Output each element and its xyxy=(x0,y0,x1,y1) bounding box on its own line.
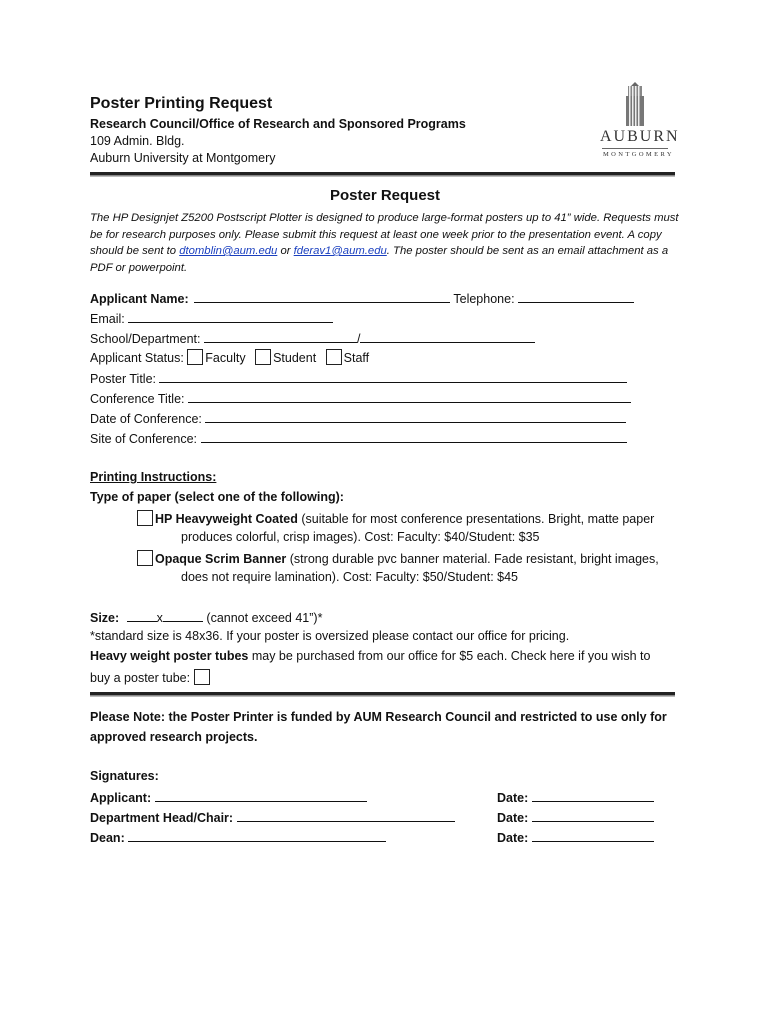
applicant-date-label: Date: xyxy=(497,791,529,805)
poster-title-row xyxy=(90,370,627,386)
size-label: Size: xyxy=(90,611,120,625)
heavyweight-desc-2: produces colorful, crisp images). Cost: Faculty: $40/Student: $35 xyxy=(181,530,540,544)
conference-date-row xyxy=(90,410,626,426)
school-slash: / xyxy=(356,332,361,346)
office-name: Research Council/Office of Research and Sponsored Programs xyxy=(90,117,466,131)
tubes-row xyxy=(90,649,650,663)
poster-title-label: Poster Title: xyxy=(90,372,156,386)
size-height-field[interactable] xyxy=(163,609,203,622)
paper-option-1 xyxy=(137,510,654,526)
status-row xyxy=(90,349,369,365)
email-link-dtomblin[interactable]: dtomblin@aum.edu xyxy=(179,245,278,257)
heavyweight-name: HP Heavyweight Coated xyxy=(155,512,298,526)
dean-signature-field[interactable] xyxy=(128,829,386,842)
scrim-desc-2: does not require lamination). Cost: Faculty: $50/Student: $45 xyxy=(181,570,518,584)
conference-title-field[interactable] xyxy=(188,390,631,403)
scrim-checkbox[interactable] xyxy=(137,550,153,566)
scrim-desc: (strong durable pvc banner material. Fade resistant, bright images, xyxy=(286,552,659,566)
school-label: School/Department: xyxy=(90,332,201,346)
intro-paragraph: The HP Designjet Z5200 Postscript Plotter is designed to produce large-format posters up to 41” wide. Requests must be for research purposes only. Please submit this request at least one week prior to the presentation event. A copy should be sent to dtomblin@aum.edu or fderav1@aum.edu. The poster should be sent as an email attachment as a PDF or powerpoint. xyxy=(90,212,679,274)
dept-signature-label: Department Head/Chair: xyxy=(90,811,234,825)
telephone-field[interactable] xyxy=(518,290,634,303)
header-divider xyxy=(90,172,675,175)
applicant-name-label: Applicant Name: xyxy=(90,292,189,306)
form-title: Poster Printing Request xyxy=(90,95,273,112)
dean-signature-row xyxy=(90,829,386,845)
standard-size-note: *standard size is 48x36. If your poster is oversized please contact our office for pricing. xyxy=(90,629,570,643)
section-title: Poster Request xyxy=(329,187,441,204)
tubes-text: may be purchased from our office for $5 each. Check here if you wish to xyxy=(248,649,651,663)
staff-label: Staff xyxy=(343,351,370,365)
applicant-signature-row xyxy=(90,789,367,805)
poster-tube-checkbox[interactable] xyxy=(194,669,210,685)
conference-title-label: Conference Title: xyxy=(90,392,185,406)
applicant-signature-field[interactable] xyxy=(155,789,367,802)
note-line-2: approved research projects. xyxy=(90,730,258,744)
logo-subtitle: MONTGOMERY xyxy=(603,151,674,158)
size-width-field[interactable] xyxy=(127,609,157,622)
applicant-signature-label: Applicant: xyxy=(90,791,152,805)
dept-signature-row xyxy=(90,809,455,825)
dean-signature-label: Dean: xyxy=(90,831,125,845)
tubes-bold: Heavy weight poster tubes xyxy=(90,649,249,663)
paper-option-2 xyxy=(137,550,659,566)
mid-divider xyxy=(90,692,675,695)
status-label: Applicant Status: xyxy=(90,351,184,365)
scrim-name: Opaque Scrim Banner xyxy=(155,552,287,566)
telephone-label: Telephone: xyxy=(453,292,515,306)
poster-title-field[interactable] xyxy=(159,370,627,383)
size-note: (cannot exceed 41”)* xyxy=(206,611,323,625)
logo-name: AUBURN xyxy=(600,128,680,145)
conference-site-label: Site of Conference: xyxy=(90,432,198,446)
conference-site-row xyxy=(90,430,627,446)
email-field[interactable] xyxy=(128,310,333,323)
email-label: Email: xyxy=(90,312,125,326)
address-line-1: 109 Admin. Bldg. xyxy=(90,134,185,148)
logo-divider xyxy=(602,148,668,149)
dean-date-label: Date: xyxy=(497,831,529,845)
note-line-1: Please Note: the Poster Printer is funded by AUM Research Council and restricted to use only for xyxy=(90,710,667,724)
school-row xyxy=(90,330,535,346)
size-x: x xyxy=(156,611,163,625)
signatures-heading: Signatures: xyxy=(90,769,159,783)
conference-date-field[interactable] xyxy=(205,410,626,423)
printing-heading: Printing Instructions: xyxy=(90,470,217,484)
dept-signature-field[interactable] xyxy=(237,809,455,822)
faculty-checkbox[interactable] xyxy=(187,349,203,365)
applicant-name-row xyxy=(90,290,634,306)
tubes-text-2: buy a poster tube: xyxy=(90,671,191,685)
paper-type-label: Type of paper (select one of the following): xyxy=(90,490,344,504)
size-row xyxy=(90,609,322,625)
tubes-row-2 xyxy=(90,669,212,685)
faculty-label: Faculty xyxy=(205,351,246,365)
tower-icon xyxy=(598,82,672,128)
department-field[interactable] xyxy=(360,330,535,343)
staff-checkbox[interactable] xyxy=(326,349,342,365)
student-label: Student xyxy=(273,351,317,365)
applicant-date-field[interactable] xyxy=(532,789,654,802)
auburn-logo xyxy=(598,82,680,162)
dean-date-row xyxy=(497,829,654,845)
dept-date-row xyxy=(497,809,654,825)
address-line-2: Auburn University at Montgomery xyxy=(90,151,276,165)
dept-date-field[interactable] xyxy=(532,809,654,822)
applicant-date-row xyxy=(497,789,654,805)
dept-date-label: Date: xyxy=(497,811,529,825)
conference-title-row xyxy=(90,390,631,406)
dean-date-field[interactable] xyxy=(532,829,654,842)
applicant-name-field[interactable] xyxy=(194,290,450,303)
student-checkbox[interactable] xyxy=(255,349,271,365)
email-row xyxy=(90,310,333,326)
school-field[interactable] xyxy=(204,330,357,343)
conference-site-field[interactable] xyxy=(201,430,627,443)
conference-date-label: Date of Conference: xyxy=(90,412,202,426)
heavyweight-checkbox[interactable] xyxy=(137,510,153,526)
email-link-fderav1[interactable]: fderav1@aum.edu xyxy=(293,245,387,257)
heavyweight-desc: (suitable for most conference presentations. Bright, matte paper xyxy=(297,512,655,526)
